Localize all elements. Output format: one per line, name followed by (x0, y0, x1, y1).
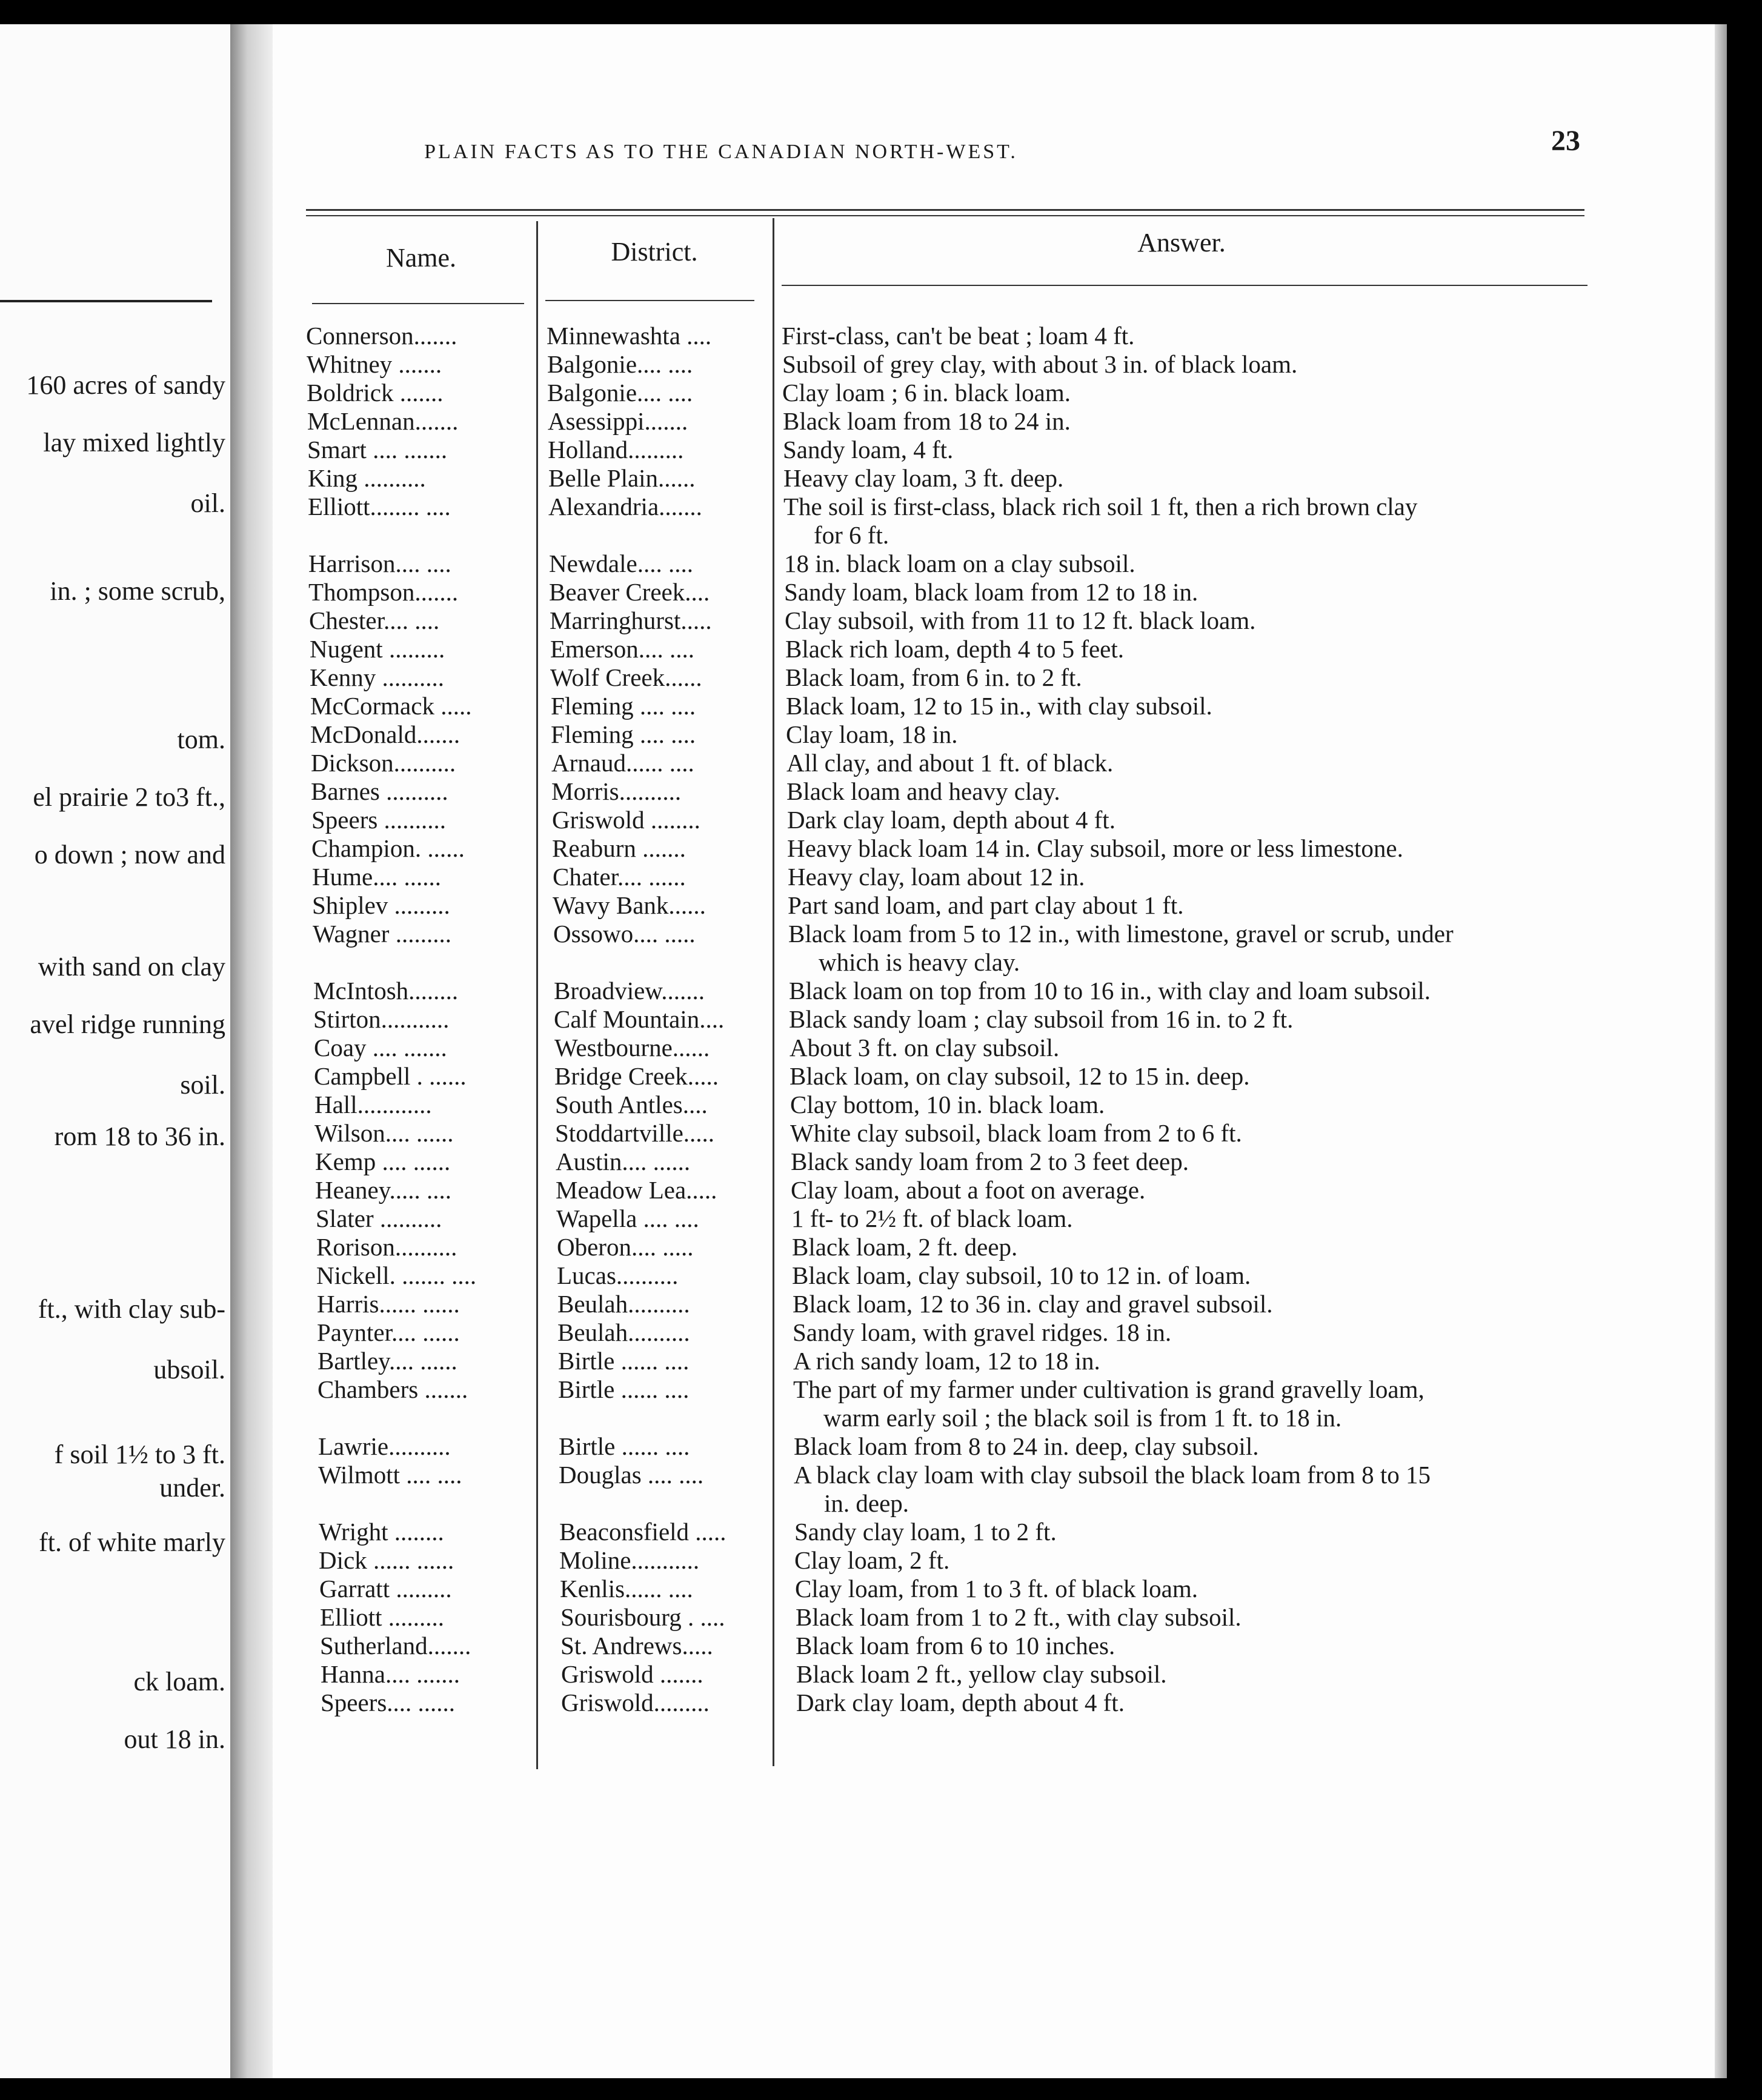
left-page-fragment (0, 24, 230, 2078)
row-answer: Black loam and heavy clay. (786, 777, 1060, 805)
row-answer: Black loam from 6 to 10 inches. (796, 1632, 1115, 1660)
row-answer: Black loam from 8 to 24 in. deep, clay subsoil. (794, 1432, 1259, 1460)
row-answer: Black loam 2 ft., yellow clay subsoil. (796, 1660, 1167, 1688)
row-district: Birtle ...... .... (558, 1375, 690, 1403)
name-header-underline (312, 303, 524, 304)
row-district: Lucas.......... (557, 1261, 679, 1289)
row-answer: Black loam from 5 to 12 in., with limestone, gravel or scrub, under (788, 920, 1454, 948)
row-district: Ossowo.... ..... (553, 920, 696, 948)
row-name: Heaney..... .... (315, 1176, 452, 1204)
row-answer-continuation: warm early soil ; the black soil is from 1 ft. to 18 in. (823, 1404, 1342, 1432)
row-district: Oberon.... ..... (557, 1233, 694, 1261)
row-answer: Sandy clay loam, 1 to 2 ft. (794, 1518, 1057, 1546)
left-page-text-fragment: lay mixed lightly (43, 428, 225, 457)
row-answer: Black loam, 2 ft. deep. (792, 1233, 1018, 1261)
row-name: Stirton........... (313, 1005, 450, 1033)
row-answer: Black loam, 12 to 15 in., with clay subsoil. (786, 692, 1212, 720)
row-district: Balgonie.... .... (547, 350, 693, 378)
row-name: Dickson.......... (311, 749, 456, 777)
row-answer: Black rich loam, depth 4 to 5 feet. (785, 635, 1125, 663)
left-page-text-fragment: ubsoil. (153, 1355, 225, 1384)
row-name: McDonald....... (310, 720, 460, 748)
row-answer: A black clay loam with clay subsoil the black loam from 8 to 15 (794, 1461, 1431, 1489)
row-district: Griswold ........ (552, 806, 700, 834)
left-page-text-fragment: ft. of white marly (39, 1527, 225, 1557)
row-answer: Dark clay loam, depth about 4 ft. (796, 1689, 1125, 1716)
row-district: Emerson.... .... (550, 635, 694, 663)
row-district: Stoddartville..... (555, 1119, 715, 1147)
row-answer: About 3 ft. on clay subsoil. (790, 1034, 1060, 1062)
row-answer: Clay subsoil, with from 11 to 12 ft. black loam. (785, 606, 1256, 634)
row-district: Newdale.... .... (549, 550, 693, 577)
left-page-text-fragment: rom 18 to 36 in. (54, 1121, 225, 1151)
row-name: Paynter.... ...... (317, 1318, 460, 1346)
left-page-text-fragment: under. (159, 1473, 225, 1503)
row-answer: Clay loam ; 6 in. black loam. (782, 379, 1071, 407)
row-district: Marringhurst..... (550, 606, 712, 634)
row-answer: Heavy black loam 14 in. Clay subsoil, more or less limestone. (787, 834, 1403, 862)
row-name: McCormack ..... (310, 692, 472, 720)
row-name: Hume.... ...... (312, 863, 441, 891)
row-answer: Black loam, from 6 in. to 2 ft. (785, 663, 1082, 691)
row-district: Asessippi....... (548, 407, 688, 435)
row-name: Garratt ......... (319, 1575, 452, 1603)
row-name: Dick ...... ...... (319, 1546, 454, 1574)
row-name: Rorison.......... (316, 1233, 457, 1261)
row-name: Chester.... .... (309, 606, 440, 634)
row-answer: Black sandy loam ; clay subsoil from 16 in. to 2 ft. (789, 1005, 1294, 1033)
row-answer: Black loam on top from 10 to 16 in., with clay and loam subsoil. (789, 977, 1431, 1005)
row-district: Moline........... (559, 1546, 700, 1574)
row-district: Beaconsfield ..... (559, 1518, 726, 1546)
row-district: Holland......... (548, 436, 684, 464)
row-district: Beulah.......... (557, 1318, 690, 1346)
row-district: Wapella .... .... (556, 1205, 699, 1232)
row-answer: Heavy clay, loam about 12 in. (788, 863, 1085, 891)
row-answer: Black loam, clay subsoil, 10 to 12 in. of loam. (792, 1261, 1251, 1289)
row-name: Wright ........ (319, 1518, 444, 1546)
row-district: Meadow Lea..... (556, 1176, 717, 1204)
row-answer: Part sand loam, and part clay about 1 ft. (788, 891, 1184, 919)
row-answer: Dark clay loam, depth about 4 ft. (787, 806, 1115, 834)
left-page-text-fragment: in. ; some scrub, (50, 576, 225, 606)
row-name: Wilmott .... .... (318, 1461, 462, 1489)
row-answer: Clay loam, from 1 to 3 ft. of black loam. (795, 1575, 1198, 1603)
row-name: Hall............ (314, 1091, 432, 1118)
row-name: Harris...... ...... (317, 1290, 460, 1318)
row-answer: Black loam from 1 to 2 ft., with clay subsoil. (796, 1603, 1242, 1631)
left-page-text-fragment: oil. (190, 488, 225, 518)
row-name: Shiplev ......... (312, 891, 450, 919)
row-answer: 1 ft- to 2½ ft. of black loam. (791, 1205, 1073, 1232)
row-district: Sourisbourg . .... (560, 1603, 725, 1631)
row-name: Harrison.... .... (308, 550, 451, 577)
row-answer-continuation: for 6 ft. (814, 521, 889, 549)
row-name: Connerson....... (306, 322, 457, 350)
row-district: Reaburn ....... (552, 834, 686, 862)
row-name: Speers .......... (311, 806, 447, 834)
row-answer: Clay bottom, 10 in. black loam. (790, 1091, 1105, 1118)
row-name: King .......... (308, 464, 426, 492)
running-head: PLAIN FACTS AS TO THE CANADIAN NORTH-WEST. (424, 141, 1018, 163)
book-gutter (230, 24, 273, 2078)
row-district: Wolf Creek...... (550, 663, 702, 691)
row-name: Bartley.... ...... (317, 1347, 457, 1375)
row-answer: Sandy loam, 4 ft. (783, 436, 954, 464)
row-district: South Antles.... (555, 1091, 708, 1118)
row-answer-continuation: which is heavy clay. (819, 948, 1020, 976)
row-district: Birtle ...... .... (558, 1347, 690, 1375)
page-number: 23 (1551, 125, 1580, 157)
row-name: McLennan....... (307, 407, 459, 435)
row-name: Elliott........ .... (308, 493, 451, 520)
left-page-rule (0, 300, 212, 302)
row-answer: White clay subsoil, black loam from 2 to 6 ft. (790, 1119, 1242, 1147)
column-header-name: Name. (385, 243, 457, 273)
header-rule-top (306, 209, 1584, 211)
row-district: Broadview....... (554, 977, 705, 1005)
row-name: Slater .......... (316, 1205, 442, 1232)
row-district: Austin.... ...... (556, 1148, 691, 1175)
row-district: Beaver Creek.... (549, 578, 710, 606)
row-answer: Subsoil of grey clay, with about 3 in. of black loam. (782, 350, 1298, 378)
row-name: Speers.... ...... (321, 1689, 456, 1716)
row-name: Chambers ....... (317, 1375, 468, 1403)
row-district: Griswold ....... (561, 1660, 703, 1688)
row-answer: First-class, can't be beat ; loam 4 ft. (782, 322, 1135, 350)
row-name: Barnes .......... (311, 777, 448, 805)
row-answer: All clay, and about 1 ft. of black. (786, 749, 1114, 777)
row-district: Calf Mountain.... (554, 1005, 725, 1033)
row-name: Hanna.... ....... (321, 1660, 460, 1688)
row-name: Smart .... ....... (307, 436, 448, 464)
row-name: Wilson.... ...... (314, 1119, 454, 1147)
row-district: Balgonie.... .... (547, 379, 693, 407)
row-answer: Sandy loam, with gravel ridges. 18 in. (793, 1318, 1172, 1346)
left-page-text-fragment: ft., with clay sub- (38, 1294, 225, 1324)
row-name: Kemp .... ...... (315, 1148, 451, 1175)
row-name: Whitney ....... (307, 350, 442, 378)
row-name: Thompson....... (308, 578, 459, 606)
row-district: St. Andrews..... (560, 1632, 713, 1660)
row-district: Griswold......... (561, 1689, 710, 1716)
row-district: Wavy Bank...... (553, 891, 706, 919)
row-name: Kenny .......... (310, 663, 445, 691)
row-name: Nugent ......... (310, 635, 445, 663)
row-answer: A rich sandy loam, 12 to 18 in. (793, 1347, 1100, 1375)
row-answer: Black loam, 12 to 36 in. clay and gravel subsoil. (793, 1290, 1273, 1318)
left-page-text-fragment: with sand on clay (38, 952, 225, 982)
row-district: Westbourne...... (554, 1034, 710, 1062)
row-answer: Clay loam, 2 ft. (794, 1546, 950, 1574)
left-page-text-fragment: out 18 in. (124, 1724, 225, 1754)
left-page-text-fragment: avel ridge running (30, 1009, 225, 1039)
row-name: Wagner ......... (313, 920, 451, 948)
row-name: McIntosh........ (313, 977, 459, 1005)
row-district: Arnaud...... .... (551, 749, 694, 777)
row-name: Champion. ...... (311, 834, 465, 862)
row-answer: Heavy clay loam, 3 ft. deep. (783, 464, 1064, 492)
row-name: Sutherland....... (320, 1632, 471, 1660)
row-district: Chater.... ...... (553, 863, 686, 891)
district-header-underline (545, 300, 754, 301)
column-header-answer: Answer. (1137, 228, 1226, 258)
row-name: Nickell. ....... .... (316, 1261, 477, 1289)
answer-header-underline (782, 285, 1587, 286)
row-name: Campbell . ...... (314, 1062, 467, 1090)
row-answer-continuation: in. deep. (824, 1489, 909, 1517)
row-answer: 18 in. black loam on a clay subsoil. (784, 550, 1135, 577)
row-answer: Clay loam, about a foot on average. (791, 1176, 1146, 1204)
row-answer: The soil is first-class, black rich soil 1 ft, then a rich brown clay (783, 493, 1418, 520)
row-district: Kenlis...... .... (560, 1575, 693, 1603)
left-page-text-fragment: tom. (177, 725, 225, 754)
row-name: Lawrie.......... (318, 1432, 451, 1460)
row-answer: Black loam from 18 to 24 in. (783, 407, 1071, 435)
left-page-text-fragment: f soil 1½ to 3 ft. (54, 1440, 225, 1469)
row-name: Boldrick ....... (307, 379, 444, 407)
left-page-text-fragment: ck loam. (133, 1667, 225, 1696)
row-district: Birtle ...... .... (559, 1432, 690, 1460)
left-page-text-fragment: el prairie 2 to3 ft., (33, 782, 225, 812)
page-edge (1715, 24, 1727, 2078)
row-answer: Clay loam, 18 in. (786, 720, 958, 748)
header-rule-bottom (306, 215, 1584, 216)
row-district: Fleming .... .... (551, 692, 696, 720)
row-answer: Black loam, on clay subsoil, 12 to 15 in. deep. (790, 1062, 1250, 1090)
row-district: Morris.......... (551, 777, 682, 805)
row-district: Douglas .... .... (559, 1461, 704, 1489)
row-district: Beulah.......... (557, 1290, 690, 1318)
left-page-text-fragment: o down ; now and (34, 840, 225, 869)
column-header-district: District. (611, 237, 698, 267)
row-answer: Sandy loam, black loam from 12 to 18 in. (784, 578, 1198, 606)
row-district: Minnewashta .... (547, 322, 712, 350)
row-name: Elliott ......... (320, 1603, 444, 1631)
row-district: Bridge Creek..... (554, 1062, 719, 1090)
row-answer: The part of my farmer under cultivation is grand gravelly loam, (793, 1375, 1425, 1403)
row-district: Belle Plain...... (548, 464, 696, 492)
row-answer: Black sandy loam from 2 to 3 feet deep. (791, 1148, 1189, 1175)
row-name: Coay .... ....... (314, 1034, 447, 1062)
row-district: Alexandria....... (548, 493, 702, 520)
row-district: Fleming .... .... (551, 720, 696, 748)
left-page-text-fragment: soil. (180, 1070, 225, 1100)
left-page-text-fragment: 160 acres of sandy (26, 370, 225, 400)
